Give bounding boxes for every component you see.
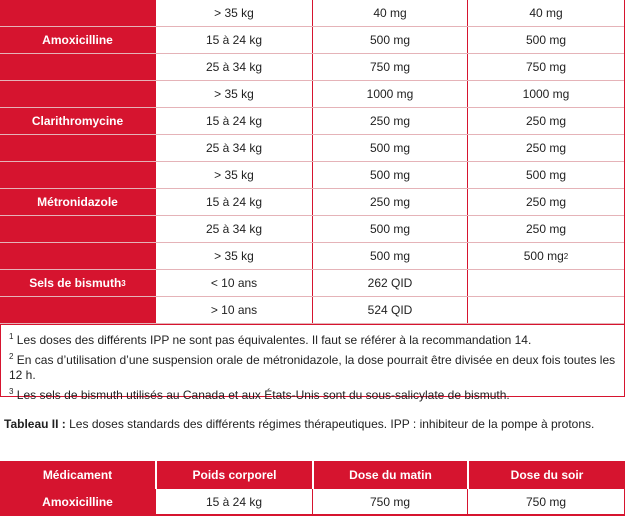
dose-table-2 bbox=[0, 461, 625, 516]
footnote-number: 1 bbox=[9, 332, 14, 341]
weight-cell: > 35 kg bbox=[155, 243, 312, 269]
footnote-ref: 3 bbox=[121, 278, 126, 288]
evening-dose-cell bbox=[467, 270, 625, 296]
drug-cell bbox=[0, 216, 155, 242]
morning-dose-cell: 250 mg bbox=[312, 189, 467, 215]
drug-cell bbox=[0, 54, 155, 80]
caption-label: Tableau II : bbox=[4, 417, 66, 431]
footnote-ref: 2 bbox=[563, 251, 569, 261]
drug-cell: Métronidazole bbox=[0, 189, 155, 215]
weight-cell: 15 à 24 kg bbox=[155, 108, 312, 134]
weight-cell: > 35 kg bbox=[155, 81, 312, 107]
footnote: $^1$ Les doses des différents IPP ne sont pas équivalentes. Il faut se référer à la recommandation 14. bbox=[9, 332, 532, 347]
weight-cell: 25 à 34 kg bbox=[155, 216, 312, 242]
footnote: $^2$ En cas d’utilisation d’une suspension orale de métronidazole, la dose pourrait être divisée en deux fois toutes les 12 h. bbox=[9, 351, 616, 382]
table-row bbox=[0, 243, 625, 270]
table-row bbox=[0, 54, 625, 81]
drug-cell: Amoxicilline bbox=[0, 489, 155, 515]
drug-cell bbox=[0, 0, 155, 26]
table-row bbox=[0, 27, 625, 54]
table-row bbox=[0, 270, 625, 297]
morning-dose-cell: 500 mg bbox=[312, 27, 467, 53]
footnote-number: 2 bbox=[9, 351, 14, 361]
morning-dose-cell: 750 mg bbox=[312, 54, 467, 80]
weight-cell: > 10 ans bbox=[155, 297, 312, 323]
header-dose-soir: Dose du soir bbox=[467, 461, 625, 489]
drug-cell bbox=[0, 135, 155, 161]
caption-text: Les doses standards des différents régimes thérapeutiques. IPP : inhibiteur de la pompe à protons. bbox=[65, 417, 595, 431]
morning-dose-cell: 1000 mg bbox=[312, 81, 467, 107]
weight-cell: 25 à 34 kg bbox=[155, 135, 312, 161]
table-2-header bbox=[0, 461, 625, 489]
table-row bbox=[0, 135, 625, 162]
weight-cell: > 35 kg bbox=[155, 162, 312, 188]
header-poids: Poids corporel bbox=[155, 461, 312, 489]
table-row bbox=[0, 297, 625, 324]
table-caption bbox=[4, 417, 594, 431]
table-row bbox=[0, 162, 625, 189]
table-1-footnotes bbox=[0, 324, 625, 402]
table-row bbox=[0, 489, 625, 516]
evening-dose-cell: 40 mg bbox=[467, 0, 625, 26]
morning-dose-cell: 750 mg bbox=[312, 489, 467, 515]
drug-cell bbox=[0, 162, 155, 188]
evening-dose-cell bbox=[467, 297, 625, 323]
drug-cell: Sels de bismuth 3 bbox=[0, 270, 155, 296]
evening-dose-cell: 250 mg bbox=[467, 108, 625, 134]
evening-dose-cell: 500 mg bbox=[467, 162, 625, 188]
drug-cell bbox=[0, 297, 155, 323]
evening-dose-cell: 250 mg bbox=[467, 135, 625, 161]
evening-dose-cell: 1000 mg bbox=[467, 81, 625, 107]
evening-dose-cell: 250 mg bbox=[467, 216, 625, 242]
morning-dose-cell: 250 mg bbox=[312, 108, 467, 134]
table-row bbox=[0, 189, 625, 216]
evening-dose-cell: 500 mg bbox=[467, 27, 625, 53]
table-row bbox=[0, 81, 625, 108]
drug-cell bbox=[0, 243, 155, 269]
weight-cell: 15 à 24 kg bbox=[155, 489, 312, 515]
table-row bbox=[0, 216, 625, 243]
evening-dose-cell: 750 mg bbox=[467, 54, 625, 80]
table-row bbox=[0, 108, 625, 135]
morning-dose-cell: 524 QID bbox=[312, 297, 467, 323]
morning-dose-cell: 40 mg bbox=[312, 0, 467, 26]
drug-cell bbox=[0, 81, 155, 107]
weight-cell: 15 à 24 kg bbox=[155, 189, 312, 215]
footnote-number: 3 bbox=[9, 386, 14, 396]
morning-dose-cell: 500 mg bbox=[312, 162, 467, 188]
footnote: $^3$ Les sels de bismuth utilisés au Canada et aux États-Unis sont du sous-salicylate de bismuth. bbox=[9, 386, 510, 402]
weight-cell: < 10 ans bbox=[155, 270, 312, 296]
morning-dose-cell: 500 mg bbox=[312, 216, 467, 242]
morning-dose-cell: 262 QID bbox=[312, 270, 467, 296]
header-medicament: Médicament bbox=[0, 461, 155, 489]
evening-dose-cell: 500 mg 2 bbox=[467, 243, 625, 269]
table-row bbox=[0, 0, 625, 27]
header-dose-matin: Dose du matin bbox=[312, 461, 467, 489]
drug-cell: Amoxicilline bbox=[0, 27, 155, 53]
evening-dose-cell: 750 mg bbox=[467, 489, 625, 515]
morning-dose-cell: 500 mg bbox=[312, 243, 467, 269]
morning-dose-cell: 500 mg bbox=[312, 135, 467, 161]
weight-cell: 15 à 24 kg bbox=[155, 27, 312, 53]
weight-cell: 25 à 34 kg bbox=[155, 54, 312, 80]
weight-cell: > 35 kg bbox=[155, 0, 312, 26]
evening-dose-cell: 250 mg bbox=[467, 189, 625, 215]
drug-cell: Clarithromycine bbox=[0, 108, 155, 134]
